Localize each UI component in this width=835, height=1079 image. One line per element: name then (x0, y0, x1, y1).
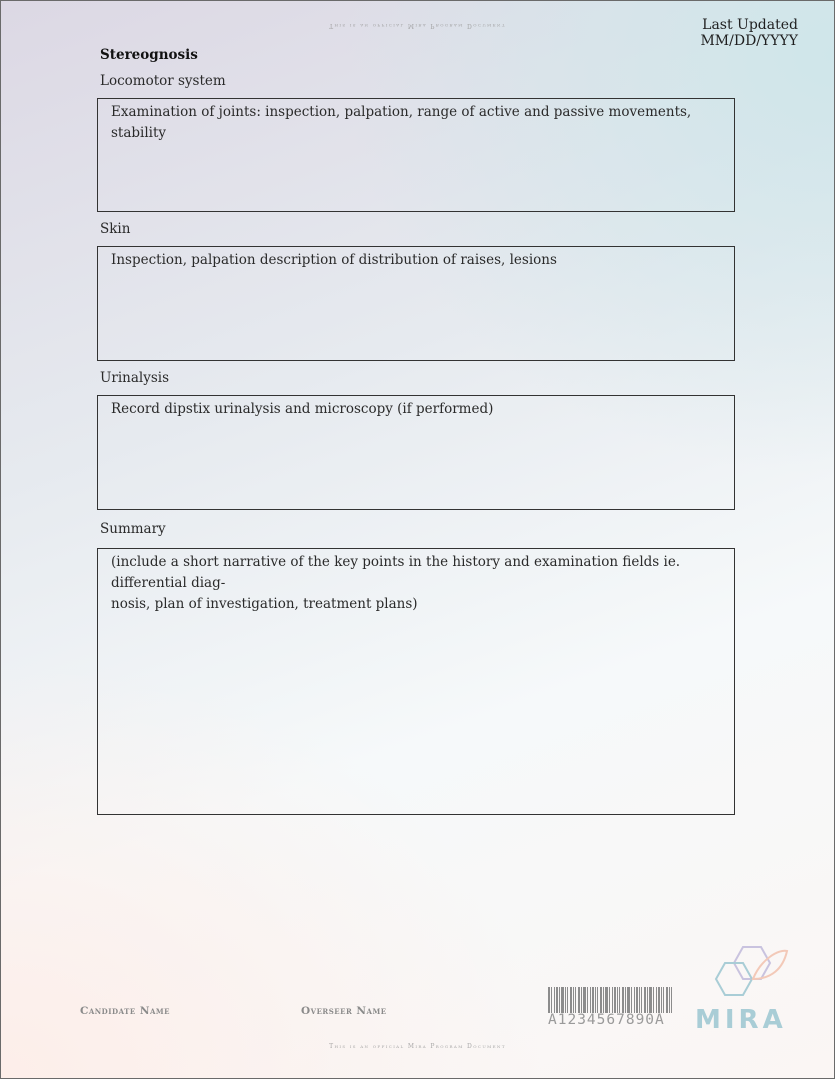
overseer-name-label: Overseer Name (301, 1005, 387, 1017)
urinalysis-textbox[interactable] (97, 395, 735, 510)
locomotor-textbox[interactable] (97, 98, 735, 212)
barcode (548, 987, 672, 1013)
watermark-bottom: This is an official Mira Program Document (329, 1043, 506, 1050)
last-updated-date: MM/DD/YYYY (700, 33, 798, 49)
summary-hint-line1: (include a short narrative of the key points in the history and examination fields ie. differential diag- (111, 554, 681, 591)
section-label-urinalysis: Urinalysis (100, 370, 170, 386)
section-label-skin: Skin (100, 221, 131, 237)
skin-textbox[interactable] (97, 246, 735, 361)
page-title: Stereognosis (100, 47, 198, 63)
section-label-locomotor: Locomotor system (100, 73, 226, 89)
candidate-name-label: Candidate Name (80, 1005, 170, 1017)
urinalysis-hint: Record dipstix urinalysis and microscopy (if performed) (111, 401, 494, 417)
locomotor-hint: Examination of joints: inspection, palpation, range of active and passive movements, stability (111, 104, 692, 141)
skin-hint: Inspection, palpation description of distribution of raises, lesions (111, 252, 557, 268)
barcode-number: A1234567890A (548, 1012, 665, 1028)
mira-logo-text: MIRA (695, 1005, 787, 1035)
summary-hint-line2: nosis, plan of investigation, treatment plans) (111, 596, 418, 612)
watermark-top: This is an official Mira Program Document (329, 22, 506, 29)
last-updated-block (700, 17, 798, 49)
last-updated-label: Last Updated (702, 17, 798, 33)
summary-textbox[interactable] (97, 548, 735, 815)
section-label-summary: Summary (100, 521, 166, 537)
